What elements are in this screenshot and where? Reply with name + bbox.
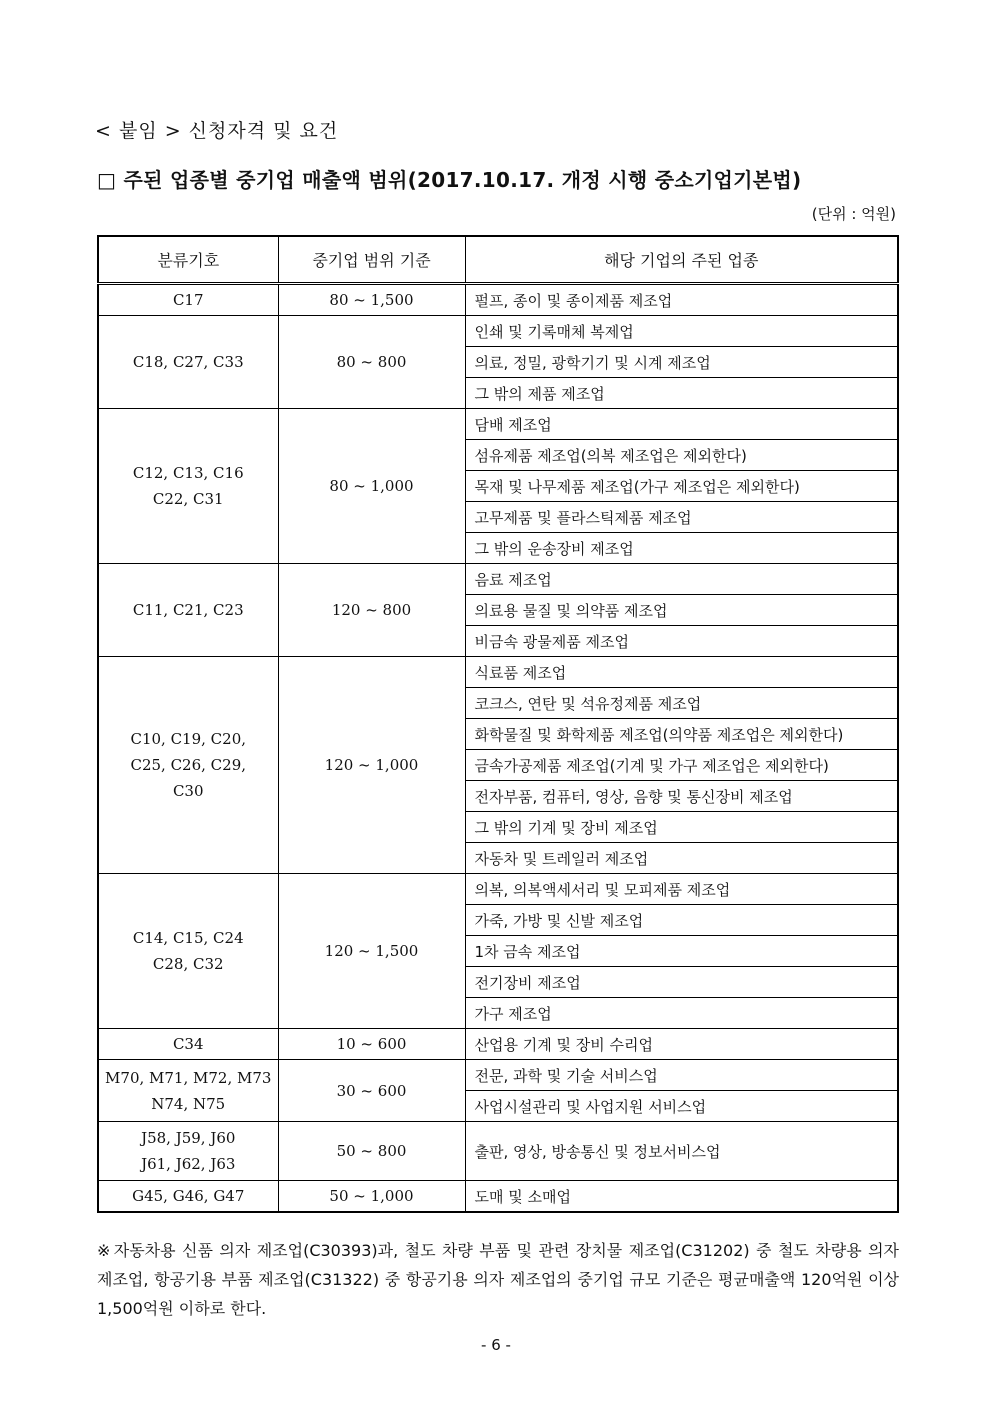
industry-cell: 그 밖의 제품 제조업 [465, 378, 898, 409]
table-row [98, 409, 898, 440]
revenue-range-cell: 120 ~ 800 [278, 564, 465, 657]
industry-cell: 출판, 영상, 방송통신 및 정보서비스업 [465, 1122, 898, 1181]
industry-cell: 목재 및 나무제품 제조업(가구 제조업은 제외한다) [465, 471, 898, 502]
table-row [98, 284, 898, 316]
table-header-row [98, 236, 898, 284]
industry-cell: 펄프, 종이 및 종이제품 제조업 [465, 284, 898, 316]
industry-cell: 가구 제조업 [465, 998, 898, 1029]
table-row [98, 1122, 898, 1181]
classification-code-cell: C14, C15, C24 C28, C32 [98, 874, 278, 1029]
industry-cell: 식료품 제조업 [465, 657, 898, 688]
industry-cell: 1차 금속 제조업 [465, 936, 898, 967]
page-number: - 6 - [481, 1336, 511, 1354]
industry-cell: 금속가공제품 제조업(기계 및 가구 제조업은 제외한다) [465, 750, 898, 781]
table-row [98, 564, 898, 595]
industry-cell: 전자부품, 컴퓨터, 영상, 음향 및 통신장비 제조업 [465, 781, 898, 812]
table-row [98, 1029, 898, 1060]
industry-cell: 자동차 및 트레일러 제조업 [465, 843, 898, 874]
table-row [98, 874, 898, 905]
footnote-mark: ※ [97, 1241, 112, 1260]
header-industry: 해당 기업의 주된 업종 [465, 236, 898, 284]
classification-code-cell: C12, C13, C16 C22, C31 [98, 409, 278, 564]
header-code: 분류기호 [98, 236, 278, 284]
industry-cell: 산업용 기계 및 장비 수리업 [465, 1029, 898, 1060]
industry-cell: 음료 제조업 [465, 564, 898, 595]
industry-cell: 코크스, 연탄 및 석유정제품 제조업 [465, 688, 898, 719]
page-title: □ 주된 업종별 중기업 매출액 범위(2017.10.17. 개정 시행 중소기업기본법) [97, 168, 802, 192]
header-range: 중기업 범위 기준 [278, 236, 465, 284]
industry-cell: 가죽, 가방 및 신발 제조업 [465, 905, 898, 936]
classification-code-cell: C17 [98, 284, 278, 316]
classification-code-cell: C34 [98, 1029, 278, 1060]
industry-cell: 의복, 의복액세서리 및 모피제품 제조업 [465, 874, 898, 905]
revenue-range-cell: 50 ~ 1,000 [278, 1181, 465, 1213]
revenue-range-cell: 120 ~ 1,000 [278, 657, 465, 874]
industry-cell: 화학물질 및 화학제품 제조업(의약품 제조업은 제외한다) [465, 719, 898, 750]
table-row [98, 1181, 898, 1213]
revenue-range-cell: 80 ~ 1,000 [278, 409, 465, 564]
industry-cell: 담배 제조업 [465, 409, 898, 440]
industry-cell: 전문, 과학 및 기술 서비스업 [465, 1060, 898, 1091]
industry-cell: 사업시설관리 및 사업지원 서비스업 [465, 1091, 898, 1122]
industry-cell: 도매 및 소매업 [465, 1181, 898, 1213]
classification-code-cell: C18, C27, C33 [98, 316, 278, 409]
industry-cell: 비금속 광물제품 제조업 [465, 626, 898, 657]
table-row [98, 657, 898, 688]
footnote [97, 1236, 899, 1323]
revenue-range-cell: 80 ~ 800 [278, 316, 465, 409]
classification-code-cell: M70, M71, M72, M73 N74, N75 [98, 1060, 278, 1122]
industry-cell: 그 밖의 운송장비 제조업 [465, 533, 898, 564]
industry-cell: 섬유제품 제조업(의복 제조업은 제외한다) [465, 440, 898, 471]
footnote-text: 자동차용 신품 의자 제조업(C30393)과, 철도 차량 부품 및 관련 장치물 제조업(C31202) 중 철도 차량용 의자 제조업, 항공기용 부품 제조업(C31322) 중 항공기용 의자 제조업의 중기업 규모 기준은 평균매출액 120억원 이상 1,500억원 이하로 한다. [97, 1241, 900, 1318]
industry-cell: 전기장비 제조업 [465, 967, 898, 998]
classification-code-cell: C11, C21, C23 [98, 564, 278, 657]
industry-size-table [97, 235, 899, 1213]
classification-code-cell: C10, C19, C20, C25, C26, C29, C30 [98, 657, 278, 874]
industry-cell: 의료용 물질 및 의약품 제조업 [465, 595, 898, 626]
page-header: < 붙임 > 신청자격 및 요건 [95, 120, 339, 142]
classification-code-cell: G45, G46, G47 [98, 1181, 278, 1213]
revenue-range-cell: 50 ~ 800 [278, 1122, 465, 1181]
revenue-range-cell: 30 ~ 600 [278, 1060, 465, 1122]
table-row [98, 1060, 898, 1091]
industry-cell: 의료, 정밀, 광학기기 및 시계 제조업 [465, 347, 898, 378]
classification-code-cell: J58, J59, J60 J61, J62, J63 [98, 1122, 278, 1181]
table-body [98, 284, 898, 1213]
table-row [98, 316, 898, 347]
industry-cell: 인쇄 및 기록매체 복제업 [465, 316, 898, 347]
unit-note: (단위 : 억원) [811, 205, 896, 223]
revenue-range-cell: 10 ~ 600 [278, 1029, 465, 1060]
industry-cell: 그 밖의 기계 및 장비 제조업 [465, 812, 898, 843]
revenue-range-cell: 80 ~ 1,500 [278, 284, 465, 316]
industry-cell: 고무제품 및 플라스틱제품 제조업 [465, 502, 898, 533]
revenue-range-cell: 120 ~ 1,500 [278, 874, 465, 1029]
